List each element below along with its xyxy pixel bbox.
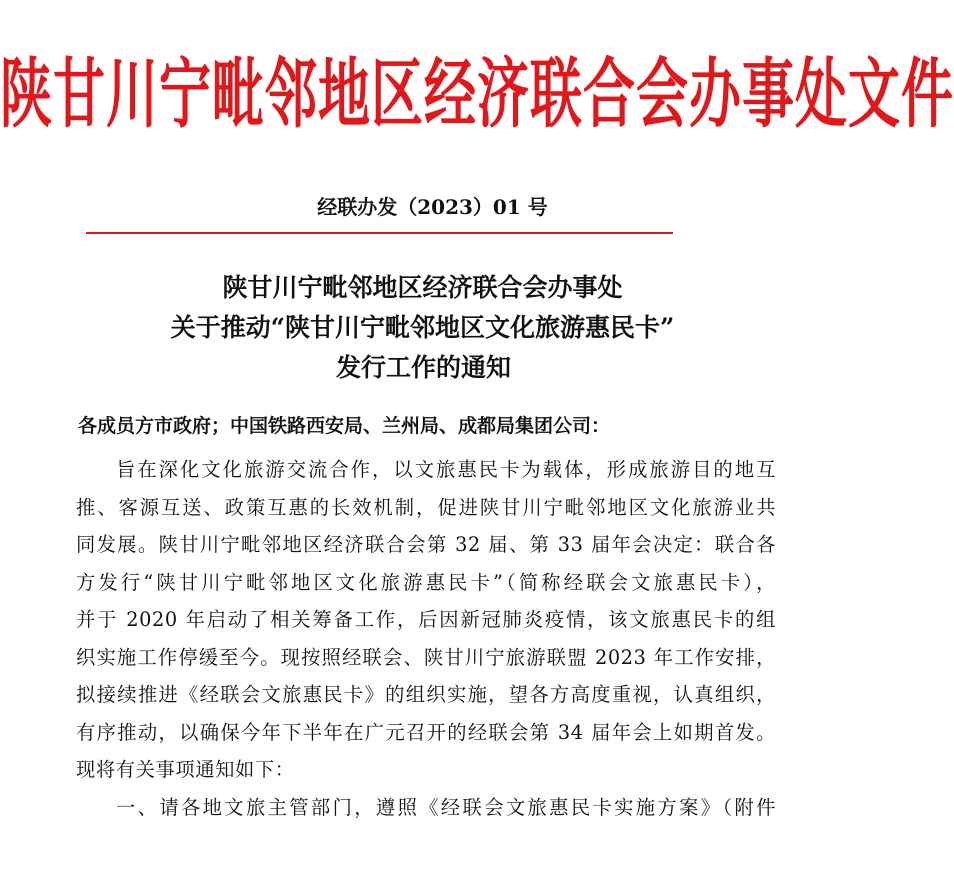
body-line: 织实施工作停缓至今。现按照经联会、陕甘川宁旅游联盟 2023 年工作安排， [76, 645, 776, 669]
title-line-1: 陕甘川宁毗邻地区经济联合会办事处 [222, 273, 623, 302]
masthead-title: 陕甘川宁毗邻地区经济联合会办事处文件 [0, 52, 954, 139]
body-line: 推、客源互送、政策互惠的长效机制，促进陕甘川宁毗邻地区文化旅游业共 [76, 495, 776, 519]
body-line: 有序推动，以确保今年下半年在广元召开的经联会第 34 届年会上如期首发。 [76, 720, 776, 744]
document-number: 经联办发（2023）01 号 [317, 195, 548, 219]
body-line: 现将有关事项通知如下： [76, 758, 295, 781]
salutation-recipients: 各成员方市政府；中国铁路西安局、兰州局、成都局集团公司： [78, 415, 611, 437]
red-divider-line [86, 232, 673, 234]
body-line: 拟接续推进《经联会文旅惠民卡》的组织实施，望各方高度重视，认真组织， [76, 683, 776, 706]
notice-title [0, 268, 835, 388]
title-line-3: 发行工作的通知 [335, 353, 511, 382]
body-line: 旨在深化文化旅游交流合作，以文旅惠民卡为载体，形成旅游目的地互 [116, 458, 776, 481]
body-line: 并于 2020 年启动了相关筹备工作，后因新冠肺炎疫情，该文旅惠民卡的组 [76, 608, 776, 631]
body-line: 方发行“陕甘川宁毗邻地区文化旅游惠民卡”（简称经联会文旅惠民卡）， [76, 570, 776, 594]
body-line: 一、请各地文旅主管部门，遵照《经联会文旅惠民卡实施方案》（附件 [116, 795, 776, 819]
body-line: 同发展。陕甘川宁毗邻地区经济联合会第 32 届、第 33 届年会决定：联合各 [76, 533, 776, 556]
title-line-2: 关于推动“陕甘川宁毗邻地区文化旅游惠民卡” [170, 313, 675, 342]
body-paragraphs [76, 451, 776, 826]
